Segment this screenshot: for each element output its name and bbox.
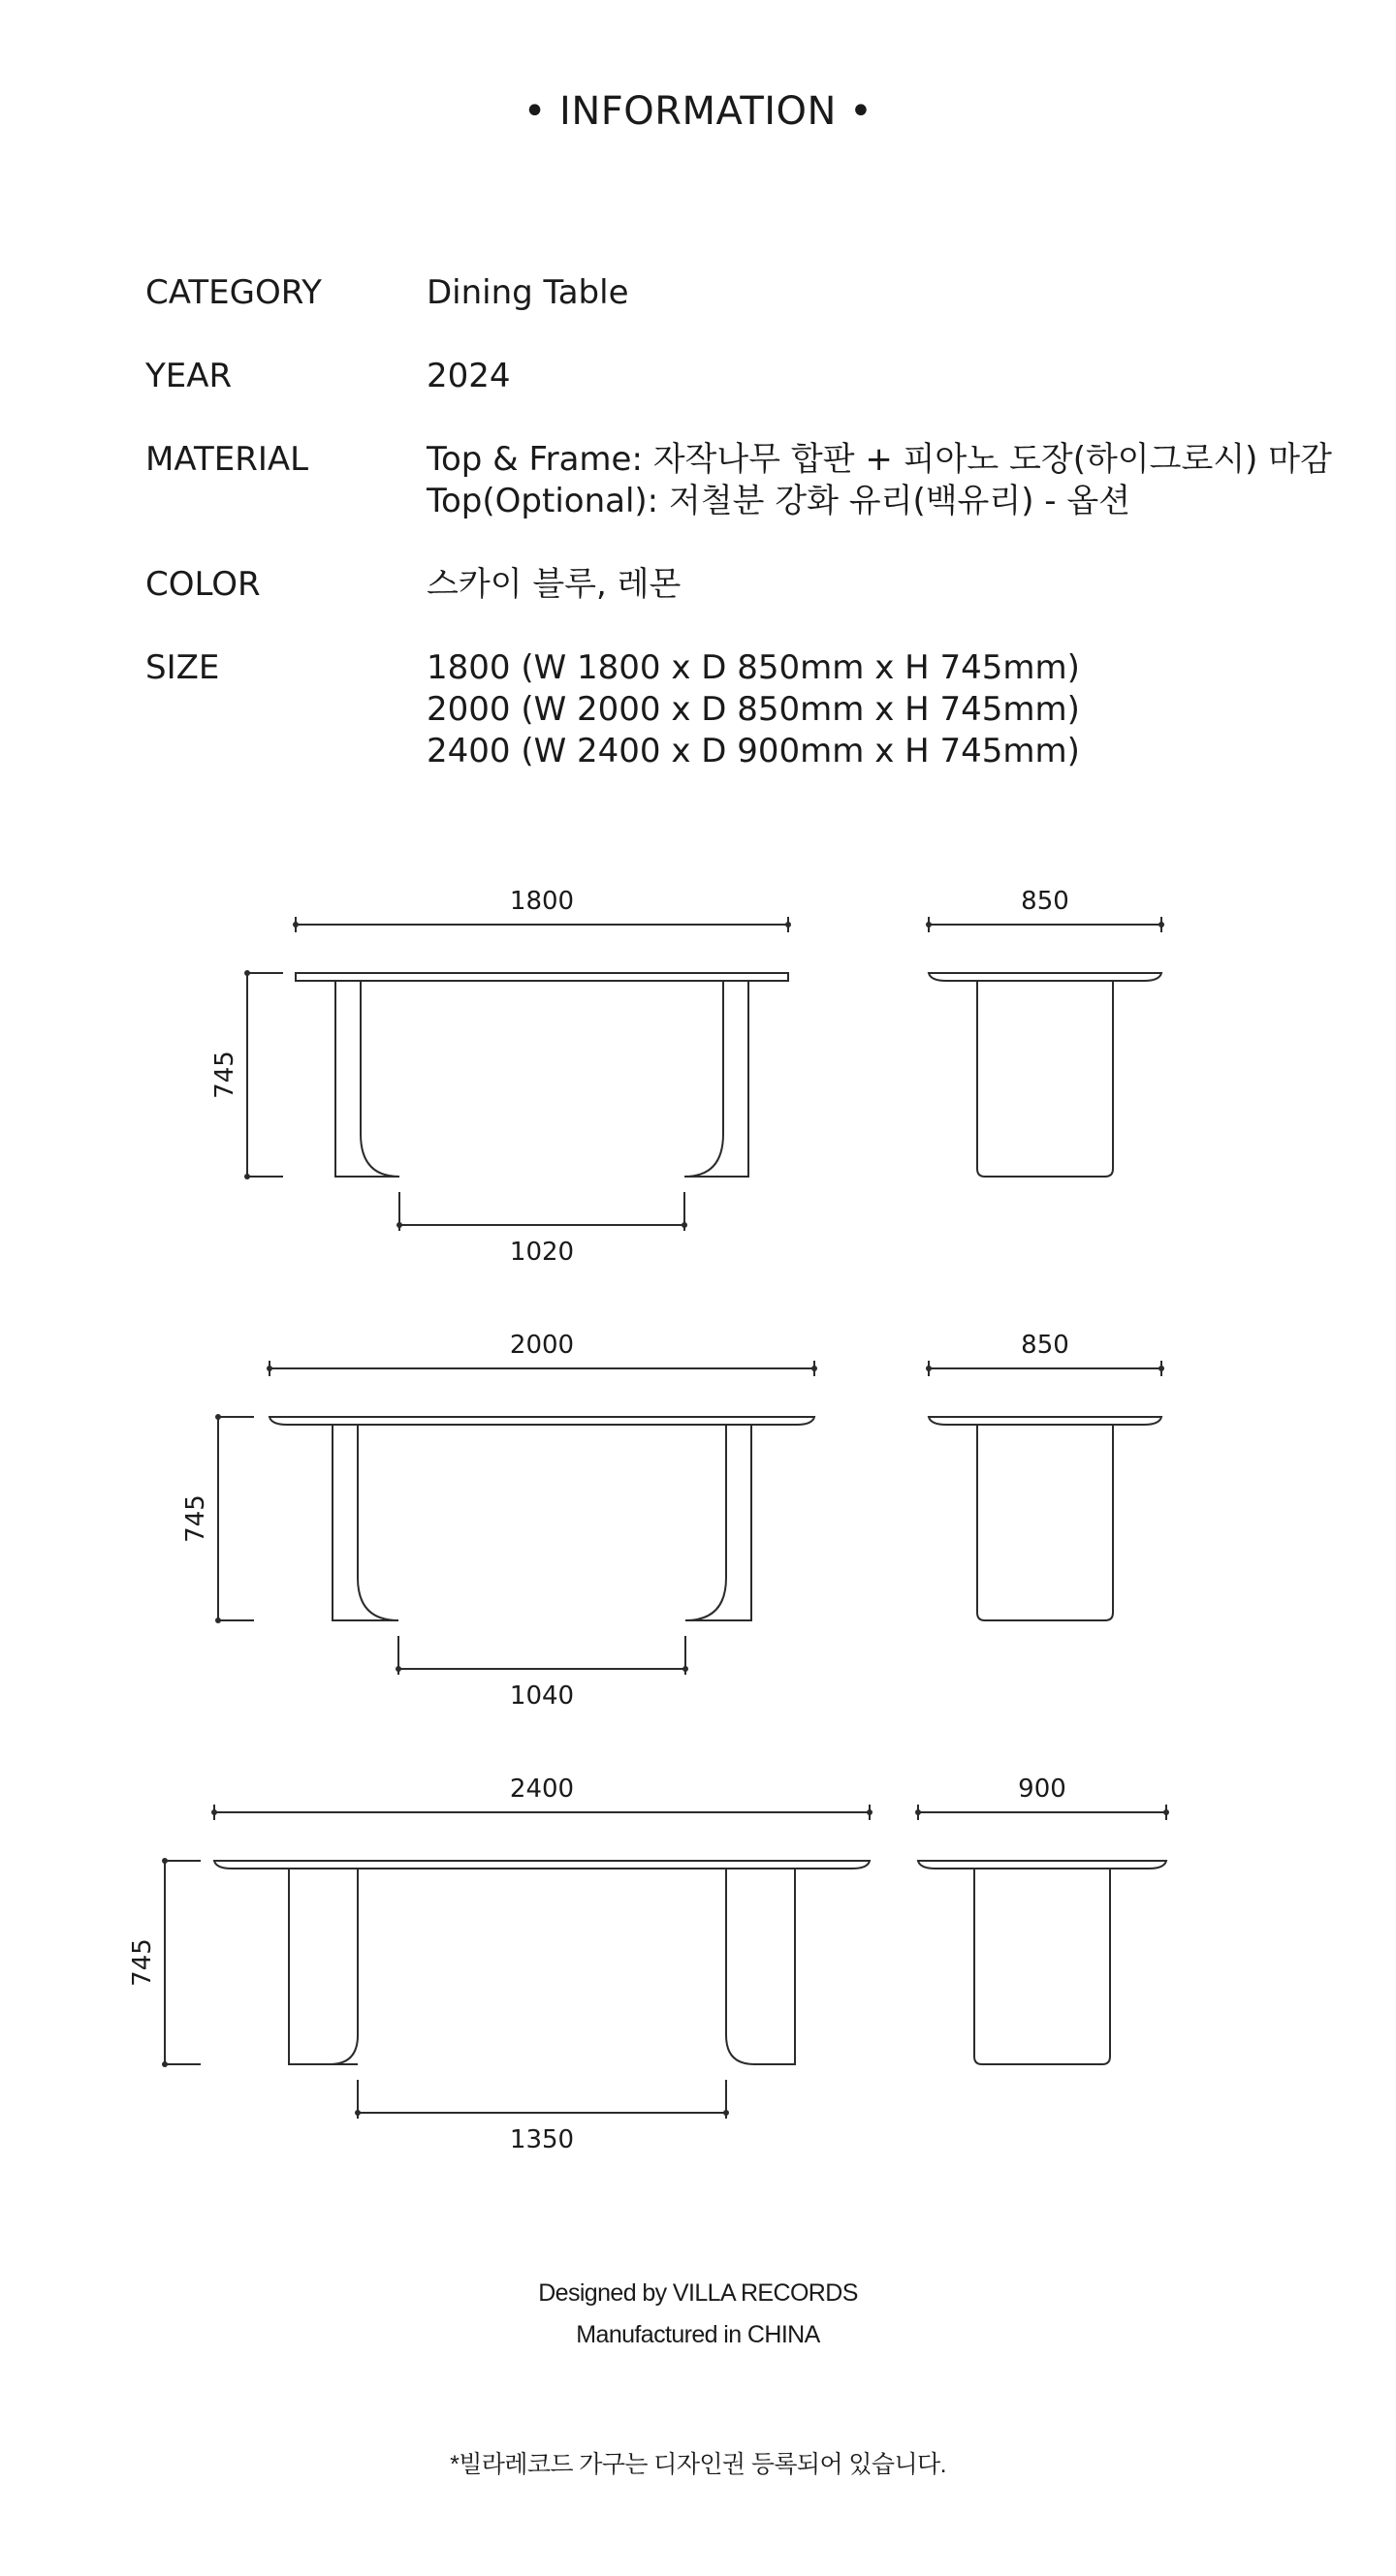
size-line: 2400 (W 2400 x D 900mm x H 745mm) (427, 732, 1080, 770)
table-2000-front-view (181, 1331, 817, 1711)
color-label: COLOR (145, 565, 261, 604)
height-label: 745 (210, 1051, 239, 1099)
depth-label: 850 (1021, 887, 1069, 916)
designed-by-text: Designed by VILLA RECORDS (538, 2279, 858, 2307)
design-rights-notice: *빌라레코드 가구는 디자인권 등록되어 있습니다. (450, 2451, 946, 2478)
table-1800-side-view (926, 887, 1164, 1177)
width-label: 2000 (509, 1331, 575, 1360)
color-value: 스카이 블루, 레몬 (427, 565, 682, 604)
size-label: SIZE (145, 648, 220, 687)
manufactured-text: Manufactured in CHINA (576, 2321, 820, 2348)
year-label: YEAR (145, 357, 233, 395)
category-value: Dining Table (427, 273, 629, 312)
width-label: 2400 (509, 1775, 575, 1804)
year-value: 2024 (427, 357, 511, 395)
leg-span-label: 1020 (509, 1238, 575, 1267)
category-label: CATEGORY (145, 273, 322, 312)
size-line: 2000 (W 2000 x D 850mm x H 745mm) (427, 690, 1080, 729)
leg-span-label: 1040 (509, 1681, 575, 1711)
material-line: Top(Optional): 저철분 강화 유리(백유리) - 옵션 (427, 482, 1131, 520)
height-label: 745 (128, 1938, 157, 1987)
table-2000-side-view (926, 1331, 1164, 1620)
table-2400-front-view (128, 1775, 872, 2154)
depth-label: 850 (1021, 1331, 1069, 1360)
size-line: 1800 (W 1800 x D 850mm x H 745mm) (427, 648, 1080, 687)
leg-span-label: 1350 (509, 2125, 575, 2154)
table-2400-side-view (915, 1775, 1169, 2064)
material-line: Top & Frame: 자작나무 합판 + 피아노 도장(하이그로시) 마감 (427, 440, 1332, 479)
table-1800-front-view (210, 887, 791, 1267)
section-heading: • INFORMATION • (523, 89, 873, 134)
depth-label: 900 (1018, 1775, 1066, 1804)
height-label: 745 (181, 1494, 210, 1543)
material-label: MATERIAL (145, 440, 309, 479)
width-label: 1800 (509, 887, 575, 916)
